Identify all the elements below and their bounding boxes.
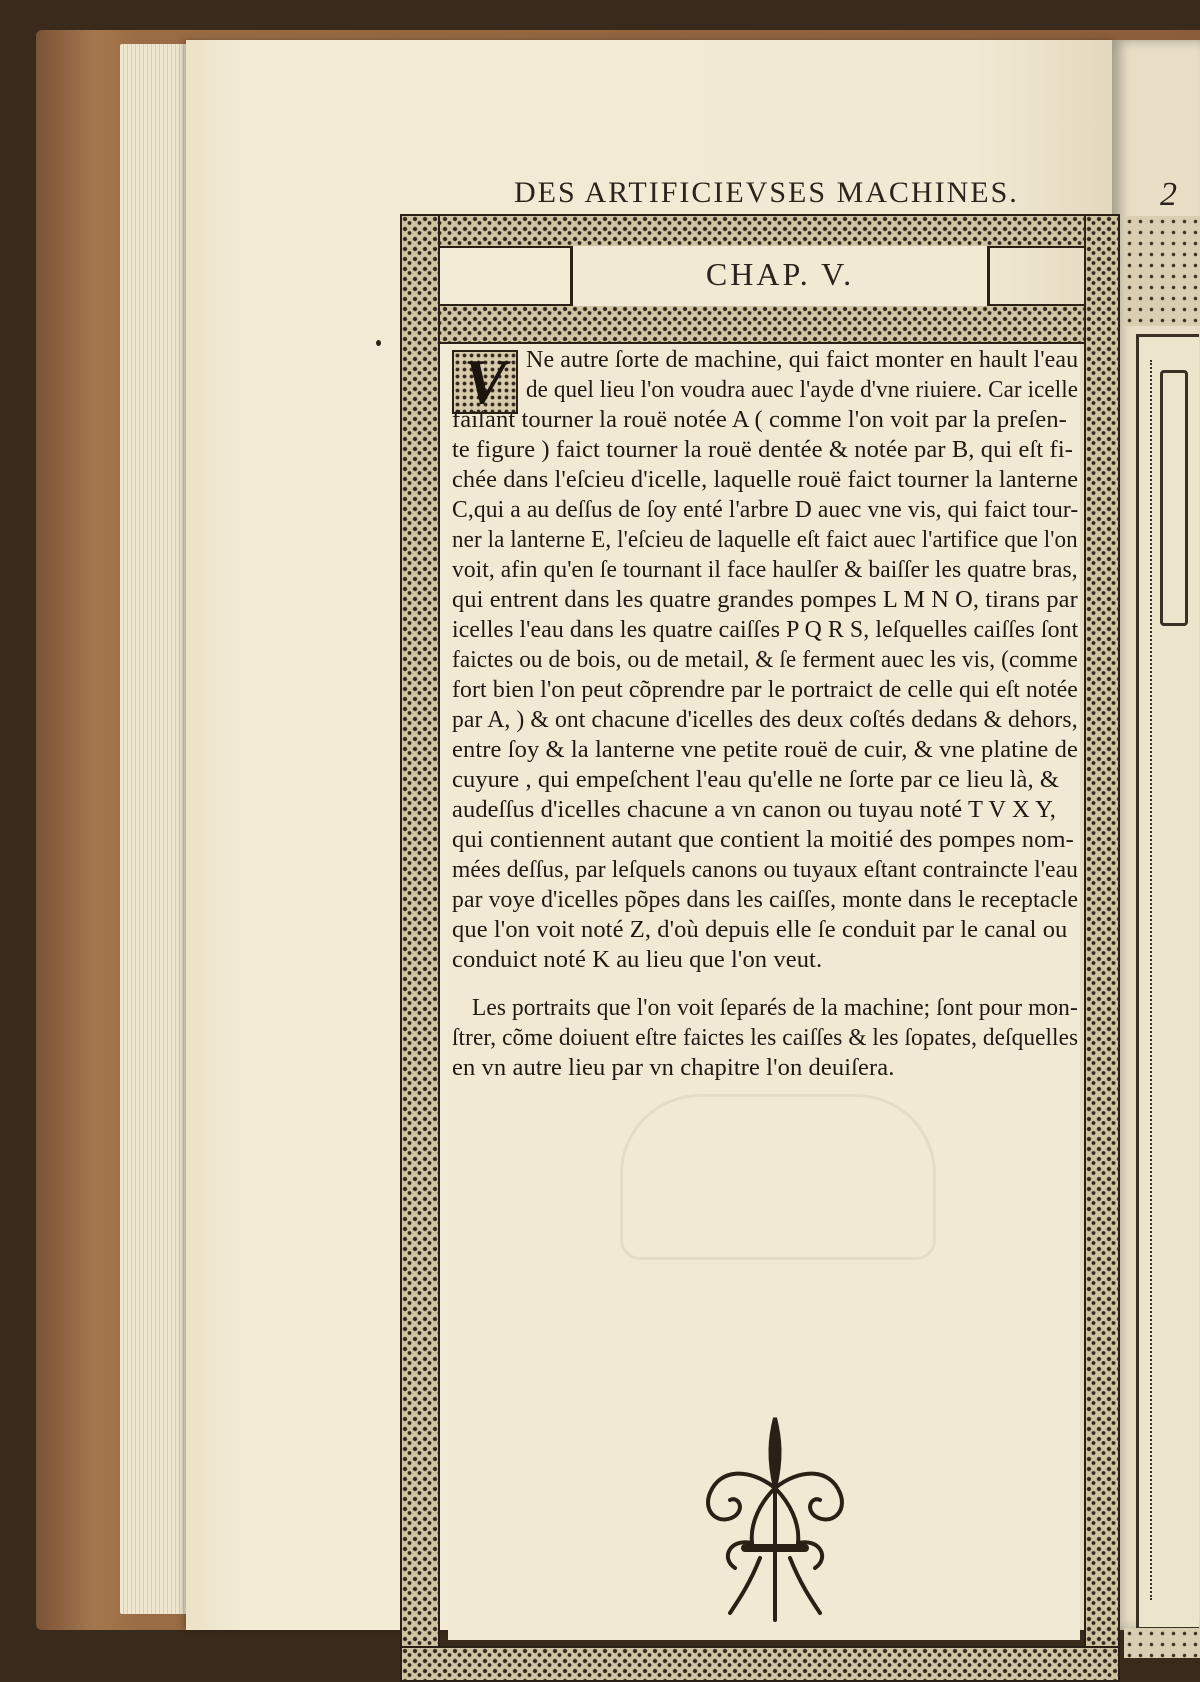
text-line: chée dans l'eſcieu d'icelle, laquelle rouë faict tourner la lanterne: [452, 466, 1079, 493]
ornament-border-bottom: [400, 1646, 1120, 1682]
text-line: que l'on voit noté Z, d'où depuis elle ſe conduit par le canal ou: [452, 916, 1068, 943]
text-line: C,qui a au deſſus de ſoy enté l'arbre D auec vne vis, qui faict tour-: [452, 496, 1079, 523]
text-line: voit, afin qu'en ſe tournant il face haulſer & baiſſer les quatre bras,: [452, 556, 1078, 583]
text-line: audeſſus d'icelles chacune a vn canon ou tuyau noté T V X Y,: [452, 796, 1056, 823]
facing-page-bottom-ornament: [1124, 1628, 1200, 1658]
text-line: par voye d'icelles põpes dans les caiſſes, monte dans le receptacle: [452, 886, 1079, 913]
chapter-title: CHAP. V.: [705, 256, 855, 292]
fleuron-ornament: [690, 1408, 860, 1626]
facing-page-pump-drawing: [1160, 370, 1188, 626]
running-head: DES ARTIFICIEVSES MACHINES.: [514, 176, 1019, 209]
text-line: cuyure , qui empeſchent l'eau qu'elle ne ſorte par ce lieu là, &: [452, 766, 1060, 793]
text-line: en vn autre lieu par vn chapitre l'on deuiſera.: [452, 1054, 895, 1081]
text-line: qui entrent dans les quatre grandes pompes L M N O, tirans par: [452, 586, 1078, 613]
facing-page-ornament-band: [1124, 216, 1200, 326]
text-line: entre ſoy & la lanterne vne petite rouë de cuir, & vne platine de: [452, 736, 1078, 763]
text-line: Ne autre ſorte de machine, qui faict monter en hault l'eau: [526, 346, 1079, 373]
show-through-ornament: [620, 1094, 936, 1260]
text-line: ner la lanterne E, l'eſcieu de laquelle eſt faict auec l'artifice que l'on: [452, 526, 1078, 553]
text-line: conduict noté K au lieu que l'on veut.: [452, 946, 823, 973]
ornament-border-left: [400, 214, 440, 1680]
text-line: faictes ou de bois, ou de metail, & ſe ferment auec les vis, (comme: [452, 646, 1078, 673]
drop-cap: V: [452, 350, 518, 414]
text-line: icelles l'eau dans les quatre caiſſes P Q R S, leſquelles caiſſes ſont: [452, 616, 1079, 643]
ornament-border-under-title: [400, 304, 1120, 344]
text-line: qui contiennent autant que contient la moitié des pompes nom-: [452, 826, 1074, 853]
margin-mark: [376, 340, 381, 346]
text-line: fort bien l'on peut cõprendre par le portraict de celle qui eſt notée: [452, 676, 1078, 703]
text-line: te figure ) faict tourner la rouë dentée & notée par B, qui eſt fi-: [452, 436, 1073, 463]
ornament-border-top: [400, 214, 1120, 248]
text-line: faiſant tourner la rouë notée A ( comme l'on voit par la preſen-: [452, 406, 1067, 433]
text-line: par A, ) & ont chacune d'icelles des deux coſtés dedans & dehors,: [452, 706, 1078, 733]
ornament-border-right: [1084, 214, 1120, 1680]
text-line: mées deſſus, par leſquels canons ou tuyaux eſtant contraincte l'eau: [452, 856, 1078, 883]
facing-page-letter: 2: [1160, 176, 1177, 213]
text-line: Les portraits que l'on voit ſeparés de la machine; ſont pour mon-: [472, 994, 1078, 1021]
text-line: ſtrer, cõme doiuent eſtre faictes les caiſſes & les ſopates, deſquelles: [452, 1024, 1079, 1051]
text-line: de quel lieu l'on voudra auec l'ayde d'vne riuiere. Car icelle: [526, 376, 1079, 403]
